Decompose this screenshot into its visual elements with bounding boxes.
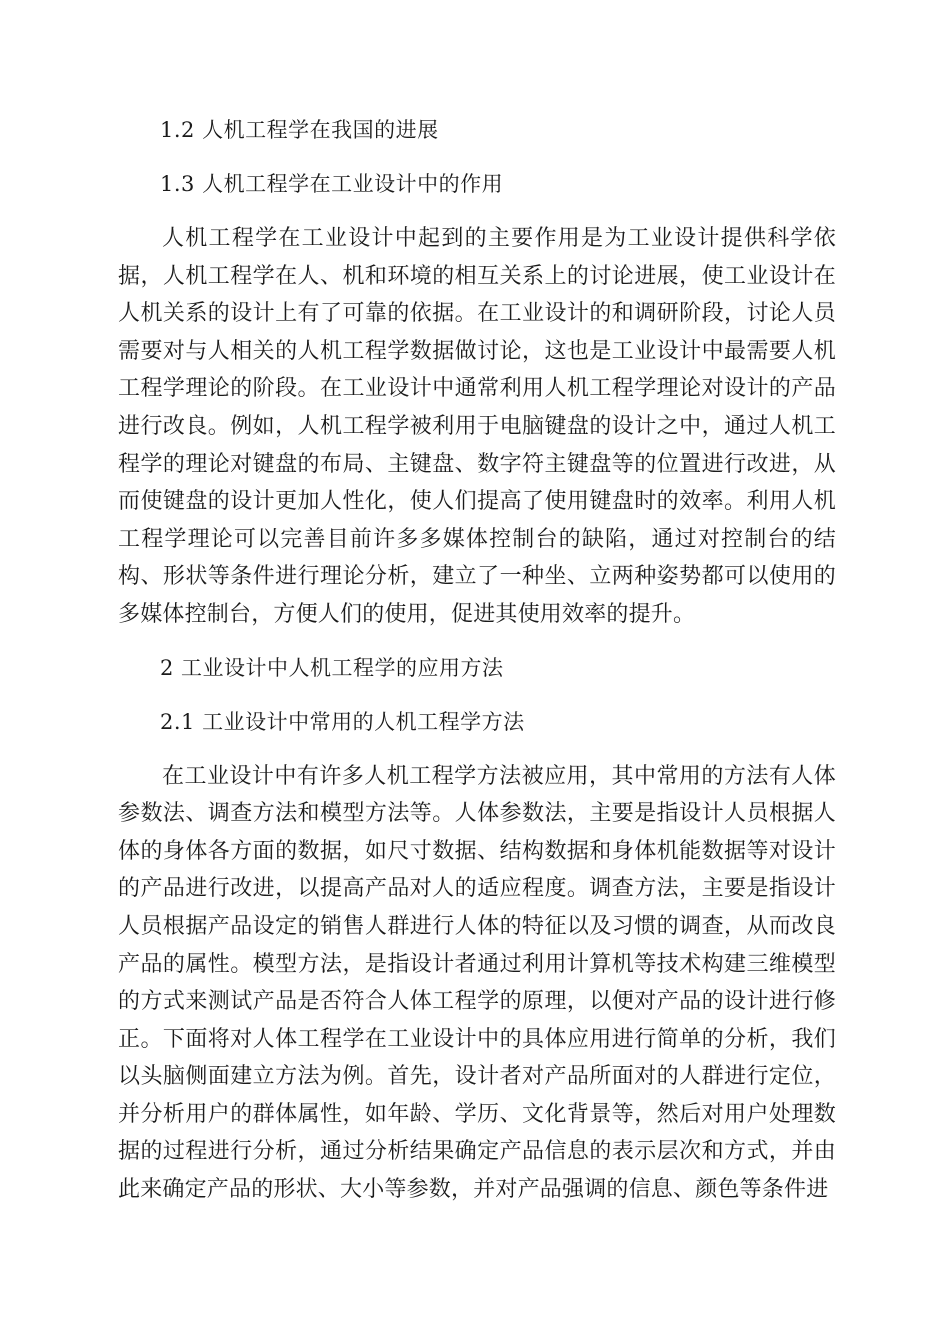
section-heading-2: 2 工业设计中人机工程学的应用方法 xyxy=(160,655,504,680)
section-heading-1-2: 1.2 人机工程学在我国的进展 xyxy=(160,118,439,142)
section-heading-2-1: 2.1 工业设计中常用的人机工程学方法 xyxy=(160,709,525,734)
body-paragraph-ergonomics-methods: 在工业设计中有许多人机工程学方法被应用，其中常用的方法有人体参数法、调查方法和模型方法等。人体参数法，主要是指设计人员根据人体的身体各方面的数据，如尺寸数据、结构数据和身体机能数据等对设计的产品进行改进，以提高产品对人的适应程度。调查方法，主要是指设计人员根据产品设定的销售人群进行人体的特征以及习惯的调查，从而改良产品的属性。模型方法，是指设计者通过利用计算机等技术构建三维模型的方式来测试产品是否符合人体工程学的原理，以便对产品的设计进行修正。下面将对人体工程学在工业设计中的具体应用进行简单的分析，我们以头脑侧面建立方法为例。首先，设计者对产品所面对的人群进行定位，并分析用户的群体属性，如年龄、学历、文化背景等，然后对用户处理数据的过程进行分析，通过分析结果确定产品信息的表示层次和方式，并由此来确定产品的形状、大小等参数，并对产品强调的信息、颜色等条件进 xyxy=(118,763,836,1203)
body-paragraph-role-of-ergonomics: 人机工程学在工业设计中起到的主要作用是为工业设计提供科学依据，人机工程学在人、机和环境的相互关系上的讨论进展，使工业设计在人机关系的设计上有了可靠的依据。在工业设计的和调研阶段，讨论人员需要对与人相关的人机工程学数据做讨论，这也是工业设计中最需要人机工程学理论的阶段。在工业设计中通常利用人机工程学理论对设计的产品进行改良。例如，人机工程学被利用于电脑键盘的设计之中，通过人机工程学的理论对键盘的布局、主键盘、数字符主键盘等的位置进行改进，从而使键盘的设计更加人性化，使人们提高了使用键盘时的效率。利用人机工程学理论可以完善目前许多多媒体控制台的缺陷，通过对控制台的结构、形状等条件进行理论分析，建立了一种坐、立两种姿势都可以使用的多媒体控制台，方便人们的使用，促进其使用效率的提升。 xyxy=(118,226,836,627)
section-heading-1-3: 1.3 人机工程学在工业设计中的作用 xyxy=(160,172,504,196)
document-page xyxy=(118,112,836,1225)
